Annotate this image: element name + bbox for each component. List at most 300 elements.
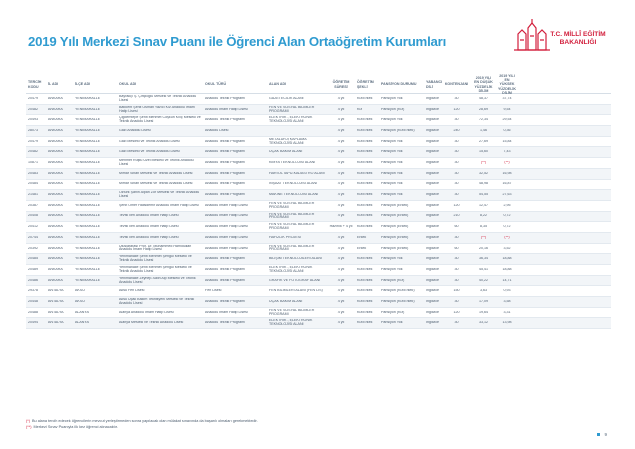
table-cell: İngilizce xyxy=(426,225,439,229)
table-cell: Kız/Erkek xyxy=(357,171,373,175)
table-cell: YENİMAHALLE xyxy=(75,193,101,197)
table-row xyxy=(26,233,611,244)
table-cell: 20486 xyxy=(28,278,38,282)
table-cell: ELEKTRİK - ELEKTRONİK TEKNOLOJİSİ ALANI xyxy=(269,319,313,327)
table-cell: GRAFİK VE FOTOĞRAF ALANI xyxy=(269,278,321,282)
table-cell: İngilizce xyxy=(426,128,439,132)
table-cell: 9,54 xyxy=(503,107,511,111)
table-cell: ANKARA xyxy=(48,139,63,143)
table-cell: YENİMAHALLE xyxy=(75,203,101,207)
table-cell: HAFIZLIK PROJESİ xyxy=(269,235,302,239)
table-cell: 20387 xyxy=(28,203,38,207)
table-cell: YENİMAHALLE xyxy=(75,235,101,239)
table-cell: Anadolu Teknik Programı xyxy=(205,139,246,143)
table-cell: Pansiyon (Kız/Erkek) xyxy=(381,289,415,293)
table-cell: İngilizce xyxy=(426,257,439,261)
table-cell: İngilizce xyxy=(426,289,439,293)
table-cell: 30 xyxy=(454,118,459,122)
table-row xyxy=(26,105,611,116)
table-cell: 4 yıl xyxy=(337,235,345,239)
table-cell: 30 xyxy=(454,182,459,186)
table-cell: ANKARA xyxy=(48,214,63,218)
table-cell: 0,72 xyxy=(503,214,511,218)
table-cell: Anadolu Teknik Programı xyxy=(205,193,246,197)
table-cell: 30 xyxy=(454,278,459,282)
table-cell: 1,46 xyxy=(480,128,487,132)
table-cell: Pansiyon Yok xyxy=(381,96,403,100)
table-cell: İngilizce xyxy=(426,96,439,100)
table-cell: 20482 xyxy=(28,150,38,154)
table-cell: İngilizce xyxy=(426,171,439,175)
table-cell: Anadolu İmam Hatip Lisesi xyxy=(205,107,248,111)
table-row xyxy=(26,212,611,223)
table-cell: 210 xyxy=(453,214,460,218)
table-cell: 54,55 xyxy=(479,193,488,197)
table-cell: Anadolu Teknik Programı xyxy=(205,171,246,175)
table-cell: Pansiyon Yok xyxy=(381,193,403,197)
table-cell: Pansiyon (Erkek) xyxy=(381,246,409,250)
footnotes xyxy=(26,418,258,430)
table-cell: KİMYA TEKNOLOJİSİ ALANI xyxy=(269,161,316,165)
table-row xyxy=(26,276,611,287)
table-cell: METALÜRJİ KAPLAMA TEKNOLOJİSİ ALANI xyxy=(269,137,307,145)
table-cell: 30 xyxy=(454,150,459,154)
table-cell: 28,69 xyxy=(479,107,488,111)
table-row xyxy=(26,222,611,233)
table-cell: Pansiyon Yok xyxy=(381,171,403,175)
table-cell: Pansiyon (Erkek) xyxy=(381,203,409,207)
table-cell: Pansiyon (Erkek) xyxy=(381,225,409,229)
table-cell: YENİMAHALLE xyxy=(75,267,101,271)
table-cell: ANKARA xyxy=(48,171,63,175)
table-cell: ANKARA xyxy=(48,203,63,207)
table-cell: Yenimahalle Şehit Mehmet Şengül Mesleki ve Teknik Anadolu Lisesi xyxy=(119,255,192,263)
table-cell: FEN VE SOSYAL BİLİMLER PROGRAMI xyxy=(269,212,315,220)
table-cell: ANKARA xyxy=(48,246,63,250)
table-cell: ANKARA xyxy=(48,235,63,239)
table-cell: ANTALYA xyxy=(48,289,64,293)
table-cell: Yenimahalle Zeynep-Salih Alp Mesleki ve Teknik Anadolu Lisesi xyxy=(119,276,196,284)
table-cell: 33,12 xyxy=(479,321,488,325)
table-cell: Tevfik İleri Anadolu İmam Hatip Lisesi xyxy=(119,235,179,239)
table-cell: Mehmet Rüştü Uzel Mesleki ve Teknik Anadolu Lisesi xyxy=(119,159,194,166)
table-cell: ANKARA xyxy=(48,193,63,197)
table-cell: Mimar Sinan Mesleki ve Teknik Anadolu Lisesi xyxy=(119,171,193,175)
column-header: ÖĞRETİM SÜRESİ xyxy=(332,80,350,89)
table-cell: 20408 xyxy=(28,214,38,218)
table-cell: 45,41 xyxy=(479,267,488,271)
table-cell: 30 xyxy=(454,96,459,100)
table-cell: 30 xyxy=(454,321,459,325)
table-cell: 36,34 xyxy=(479,257,488,261)
table-cell: 16,87 xyxy=(502,182,512,186)
table-row xyxy=(26,286,611,297)
table-cell: Kız/Erkek xyxy=(357,161,373,165)
table-cell: YENİMAHALLE xyxy=(75,107,101,111)
table-cell: Pansiyon Yok xyxy=(381,139,403,143)
table-cell: 4 yıl xyxy=(337,161,345,165)
column-header: 2019 YILI EN YÜKSEK YÜZDELİK DİLİM xyxy=(498,74,516,95)
table-cell: İngilizce xyxy=(426,150,439,154)
table-row xyxy=(26,308,611,319)
table-body xyxy=(26,94,611,329)
table-cell: FEN VE SOSYAL BİLİMLER PROGRAMI xyxy=(269,201,315,209)
table-cell: 29,54 xyxy=(502,118,512,122)
table-cell: Kız xyxy=(357,107,363,111)
table-cell: 4 yıl xyxy=(337,214,345,218)
table-cell: AKSU xyxy=(75,289,85,293)
table-cell: UÇAK BAKIM ALANI xyxy=(269,150,303,154)
table-cell: Anadolu Teknik Programı xyxy=(205,321,246,325)
table-cell: 0,93 xyxy=(503,289,511,293)
table-cell: 15,60 xyxy=(479,150,488,154)
table-cell: 4 yıl xyxy=(337,257,345,261)
table-cell: ANKARA xyxy=(48,182,63,186)
table-cell: 32,52 xyxy=(479,171,488,175)
table-cell: FEN VE SOSYAL BİLİMLER PROGRAMI xyxy=(269,308,315,316)
table-cell: 4 yıl xyxy=(337,139,345,143)
table-cell: ANKARA xyxy=(48,225,63,229)
table-cell: Anadolu Teknik Programı xyxy=(205,182,246,186)
table-cell: YENİMAHALLE xyxy=(75,118,101,122)
table-cell: 20483 xyxy=(28,171,38,175)
table-cell: YENİMAHALLE xyxy=(75,214,101,218)
table-cell: ALANYA xyxy=(75,310,89,314)
column-header: KONTENJANI xyxy=(444,82,469,87)
table-cell: Anadolu Teknik Programı xyxy=(205,299,246,303)
table-cell: YENİMAHALLE xyxy=(75,150,101,154)
table-cell: 3,52 xyxy=(503,246,511,250)
footnote xyxy=(26,424,258,430)
table-row xyxy=(26,318,611,329)
schools-table xyxy=(26,74,611,329)
page-number: 9 xyxy=(604,432,607,437)
table-cell: Anadolu İmam Hatip Lisesi xyxy=(205,310,248,314)
table-row xyxy=(26,126,611,137)
table-cell: 40,22 xyxy=(479,278,488,282)
table-cell: 0,36 xyxy=(503,128,511,132)
table-cell: 8,22 xyxy=(480,214,487,218)
table-cell: 30 xyxy=(454,139,459,143)
column-header: 2019 YILI EN DÜŞÜK YÜZDELİK DİLİM xyxy=(474,76,493,93)
table-cell: YENİMAHALLE xyxy=(75,96,101,100)
table-cell: Gazi Mesleki ve Teknik Anadolu Lisesi xyxy=(119,150,180,154)
table-cell: Tevfik İleri Anadolu İmam Hatip Lisesi xyxy=(119,214,179,218)
footnote-mark: (*) xyxy=(26,419,31,423)
table-cell: İNŞAAT TEKNOLOJİSİ ALANI xyxy=(269,182,318,186)
table-cell: Pansiyon (Kız) xyxy=(381,107,405,111)
table-row xyxy=(26,265,611,276)
table-cell: Kız/Erkek xyxy=(357,257,373,261)
table-cell: Yenimahalle Şehit Mehmet Şengül Mesleki ve Teknik Anadolu Lisesi xyxy=(119,265,192,273)
table-cell: 30 xyxy=(454,257,459,261)
table-cell: 30 xyxy=(454,193,459,197)
table-cell: Pansiyon (Kız) xyxy=(381,310,405,314)
table-cell: 20,16 xyxy=(479,246,488,250)
table-cell: 17,09 xyxy=(479,299,488,303)
table-cell: 3,63 xyxy=(480,289,487,293)
table-cell: 30 xyxy=(454,161,459,165)
table-cell: Anadolu İmam Hatip Lisesi xyxy=(205,235,248,239)
table-cell: ANKARA xyxy=(48,161,63,165)
table-cell: 37,74 xyxy=(502,96,512,100)
table-cell: 20479 xyxy=(28,139,38,143)
table-cell: YENİMAHALLE xyxy=(75,182,101,186)
table-cell: 60 xyxy=(454,246,459,250)
table-cell: 20482 xyxy=(28,107,38,111)
table-cell: 4 yıl xyxy=(337,171,345,175)
column-header: TERCİH KODU xyxy=(28,80,42,89)
column-header: OKUL TÜRÜ xyxy=(205,82,227,87)
table-cell: Pansiyon Yok xyxy=(381,321,403,325)
table-cell: Pansiyon Yok xyxy=(381,257,403,261)
table-cell: Anadolu Teknik Programı xyxy=(205,257,246,261)
table-cell: (**) xyxy=(504,235,510,239)
table-cell: 30 xyxy=(454,267,459,271)
table-cell: Öztürk Şahin Alpan Zor Mesleki ve Teknik Anadolu Lisesi xyxy=(119,191,200,199)
table-cell: YENİMAHALLE xyxy=(75,225,101,229)
table-row xyxy=(26,297,611,308)
page-title: 2019 Yılı Merkezi Sınav Puanı ile Öğrenci Alan Ortaöğretim Kurumları xyxy=(28,34,447,49)
table-cell: Anadolu Teknik Programı xyxy=(205,118,246,122)
table-cell: 4 yıl xyxy=(337,193,345,197)
page-marker-icon xyxy=(597,433,601,437)
table-row xyxy=(26,94,611,105)
table-cell: Pansiyon Yok xyxy=(381,150,403,154)
table-cell: İngilizce xyxy=(426,107,439,111)
table-cell: 3,58 xyxy=(503,299,511,303)
table-cell: Uluslararası Prof. Dr. Muhammed Hamidullah Anadolu İmam Hatip Lisesi xyxy=(119,244,192,252)
table-cell: 20479 xyxy=(28,96,38,100)
footnote-mark: (**) xyxy=(26,425,32,429)
column-header: PANSİYON DURUMU xyxy=(381,82,417,87)
table-cell: YENİMAHALLE xyxy=(75,278,101,282)
table-row xyxy=(26,158,611,169)
table-cell: GAZETECİLİK ALANI xyxy=(269,96,304,100)
ministry-logo-text: T.C. MİLLÎ EĞİTİM BAKANLIĞI xyxy=(550,31,606,46)
table-cell: Fen Lisesi xyxy=(205,289,222,293)
table-cell: ANKARA xyxy=(48,278,63,282)
table-cell: Bayrakçı Ş. Çiftçioğlu Mesleki ve Teknik Anadolu Lisesi xyxy=(119,94,197,102)
table-cell: (**) xyxy=(504,161,510,165)
table-cell: 120 xyxy=(453,107,460,111)
table-cell: Kız/Erkek xyxy=(357,193,373,197)
table-cell: 8,35 xyxy=(480,225,487,229)
table-cell: Anadolu Teknik Programı xyxy=(205,278,246,282)
table-cell: 30 xyxy=(454,171,459,175)
column-header: YABANCI DİLİ xyxy=(426,80,443,89)
table-cell: Pansiyon (Kız) xyxy=(381,278,405,282)
table-cell: 20493 xyxy=(28,118,38,122)
table-cell: Anadolu Teknik Programı xyxy=(205,267,246,271)
table-cell: YENİMAHALLE xyxy=(75,161,101,165)
table-cell: 18,88 xyxy=(502,267,512,271)
table-cell: 4 yıl xyxy=(337,96,345,100)
table-cell: YENİMAHALLE xyxy=(75,246,101,250)
column-header: OKUL ADI xyxy=(119,82,137,87)
table-cell: Anadolu İmam Hatip Lisesi xyxy=(205,203,248,207)
table-cell: ANKARA xyxy=(48,96,63,100)
table-cell: 48,37 xyxy=(479,96,488,100)
table-row xyxy=(26,180,611,191)
table-cell: 120 xyxy=(453,203,460,207)
table-cell: ALANYA xyxy=(75,321,89,325)
table-cell: 20485 xyxy=(28,257,38,261)
table-cell: Çiğdemtepe Şehit Mehmet Coşkun Kılıç Mesleki ve Teknik Anadolu Lisesi xyxy=(119,116,201,124)
table-cell: ANKARA xyxy=(48,118,63,122)
table-cell: FEN VE SOSYAL BİLİMLER PROGRAMI xyxy=(269,105,315,113)
table-cell: YENİMAHALLE xyxy=(75,257,101,261)
table-cell: Kız/Erkek xyxy=(357,310,373,314)
table-cell: 4 yıl xyxy=(337,203,345,207)
table-cell: İngilizce xyxy=(426,310,439,314)
table-cell: 4 yıl xyxy=(337,118,345,122)
table-cell: 7,43 xyxy=(503,150,511,154)
table-cell: Gazi Anadolu Lisesi xyxy=(119,128,151,132)
table-cell: HARİTA-TAPU-KADASTRO ALANI xyxy=(269,171,325,175)
table-cell: Pansiyon Yok xyxy=(381,118,403,122)
table-cell: Hazırlık + 4 yıl xyxy=(329,225,353,229)
table-cell: 18,88 xyxy=(502,257,512,261)
footnote-text: Merkezi Sınav Puanıyla ilk kez öğrenci alınacaktır. xyxy=(33,425,118,429)
table-cell: Anadolu İmam Hatip Lisesi xyxy=(205,225,248,229)
table-cell: 4 yıl xyxy=(337,128,345,132)
table-cell: 4 yıl xyxy=(337,310,345,314)
table-row xyxy=(26,254,611,265)
table-cell: Kız/Erkek xyxy=(357,150,373,154)
table-row xyxy=(26,147,611,158)
table-cell: Pansiyon Yok xyxy=(381,267,403,271)
table-cell: İngilizce xyxy=(426,267,439,271)
table-cell: ANKARA xyxy=(48,128,63,132)
table-row xyxy=(26,115,611,126)
table-cell: 20412 xyxy=(28,225,38,229)
table-cell: 20448 xyxy=(28,299,38,303)
table-cell: 60 xyxy=(454,225,459,229)
table-cell: BİLİŞİM TEKNOLOJİLERİ ALANI xyxy=(269,257,322,261)
table-cell: ELEKTRİK - ELEKTRONİK TEKNOLOJİSİ ALANI xyxy=(269,116,313,124)
table-cell: Erkek xyxy=(357,235,367,239)
table-cell: 48,98 xyxy=(479,182,488,186)
table-cell: İngilizce xyxy=(426,139,439,143)
table-cell: ANTALYA xyxy=(48,321,64,325)
table-cell: ANKARA xyxy=(48,257,63,261)
table-cell: Erkek xyxy=(357,246,367,250)
table-cell: Anadolu Teknik Programı xyxy=(205,96,246,100)
table-cell: Gazi Mesleki ve Teknik Anadolu Lisesi xyxy=(119,139,180,143)
table-cell: Pansiyon (Kız/Erkek) xyxy=(381,128,415,132)
table-cell: Kız/Erkek xyxy=(357,321,373,325)
table-cell: 4 yıl xyxy=(337,299,345,303)
table-cell: İngilizce xyxy=(426,161,439,165)
table-cell: FEN VE SOSYAL BİLİMLER PROGRAMI xyxy=(269,223,315,231)
table-cell: 27,69 xyxy=(479,139,488,143)
table-header xyxy=(26,74,611,94)
table-cell: Kız/Erkek xyxy=(357,128,373,132)
table-cell: Pansiyon (Erkek) xyxy=(381,214,409,218)
table-cell: 4 yıl xyxy=(337,107,345,111)
table-cell: 150 xyxy=(453,289,460,293)
table-cell: İngilizce xyxy=(426,246,439,250)
table-cell: 72,34 xyxy=(479,118,488,122)
table-cell: 21481 xyxy=(28,193,38,197)
table-cell: İngilizce xyxy=(426,321,439,325)
table-cell: AKSU xyxy=(75,299,85,303)
table-cell: 30 xyxy=(454,235,459,239)
table-cell: UÇAK BAKIM ALANI xyxy=(269,299,303,303)
table-cell: ANTALYA xyxy=(48,310,64,314)
table-cell: 19,64 xyxy=(479,310,488,314)
table-cell: 4 yıl xyxy=(337,321,345,325)
table-cell: Kız/Erkek xyxy=(357,182,373,186)
table-cell: (**) xyxy=(480,161,487,165)
table-cell: Anadolu İmam Hatip Lisesi xyxy=(205,246,248,250)
table-cell: Kız/Erkek xyxy=(357,203,373,207)
table-cell: Kız/Erkek xyxy=(357,139,373,143)
table-cell: YENİMAHALLE xyxy=(75,128,101,132)
table-cell: İngilizce xyxy=(426,118,439,122)
table-cell: Aksu Uçak Bakım Teknisyeni Mesleki ve Teknik Anadolu Lisesi xyxy=(119,298,195,305)
table-cell: İngilizce xyxy=(426,235,439,239)
table-cell: 10871 xyxy=(28,161,38,165)
table-row xyxy=(26,137,611,148)
table-cell: Şehit Ömer Halisdemir Anadolu İmam Hatip Lisesi xyxy=(119,203,199,207)
table-cell: ANKARA xyxy=(48,267,63,271)
table-cell: 14,71 xyxy=(502,278,512,282)
table-cell: ANKARA xyxy=(48,150,63,154)
table-cell: 29378 xyxy=(28,289,38,293)
table-cell: 20484 xyxy=(28,182,38,186)
table-cell: Kız/Erkek xyxy=(357,299,373,303)
table-cell: 13,98 xyxy=(502,321,512,325)
table-cell: 20494 xyxy=(28,321,38,325)
table-cell: 4 yıl xyxy=(337,289,345,293)
table-cell: 4 yıl xyxy=(337,150,345,154)
table-cell: Kız/Erkek xyxy=(357,118,373,122)
table-cell: Aksu Fen Lisesi xyxy=(119,289,145,293)
table-cell: Pansiyon Yok xyxy=(381,161,403,165)
table-cell: 27,63 xyxy=(502,193,512,197)
table-cell: FEN BİLİMLERİ ALANI (FEN LİS) xyxy=(269,289,323,293)
column-header: ÖĞRETİM ŞEKLİ xyxy=(357,80,374,89)
table-cell: 120 xyxy=(453,310,460,314)
table-cell: Anadolu Lisesi xyxy=(205,128,229,132)
table-cell: Mimar Sinan Mesleki ve Teknik Anadolu Lisesi xyxy=(119,182,193,186)
table-cell: İngilizce xyxy=(426,214,439,218)
table-cell: İngilizce xyxy=(426,278,439,282)
table-cell: 15,84 xyxy=(502,139,512,143)
table-cell: Anadolu Teknik Programı xyxy=(205,161,246,165)
table-cell: 16,98 xyxy=(502,171,512,175)
table-cell: 3,31 xyxy=(503,310,511,314)
table-cell: 4 yıl xyxy=(337,267,345,271)
table-cell: 20744 xyxy=(28,235,38,239)
table-cell: 20489 xyxy=(28,267,38,271)
table-cell: 20392 xyxy=(28,246,38,250)
table-cell: ANKARA xyxy=(48,107,63,111)
table-cell: Tevfik İleri Anadolu İmam Hatip Lisesi xyxy=(119,225,179,229)
table-cell: Kız/Erkek xyxy=(357,96,373,100)
table-cell: 4 yıl xyxy=(337,278,345,282)
table-cell: Batıkent Şehit Osman Yazıcı Kız Anadolu İmam Hatip Lisesi xyxy=(119,105,195,113)
table-cell: Alanya Anadolu İmam Hatip Lisesi xyxy=(119,310,174,314)
table-cell: Kız/Erkek xyxy=(357,214,373,218)
table-cell: YENİMAHALLE xyxy=(75,139,101,143)
table-cell: Anadolu İmam Hatip Lisesi xyxy=(205,214,248,218)
table-cell: ELEKTRİK - ELEKTRONİK TEKNOLOJİSİ ALANI xyxy=(269,265,313,273)
table-cell: Kız/Erkek xyxy=(357,225,373,229)
table-row xyxy=(26,201,611,212)
